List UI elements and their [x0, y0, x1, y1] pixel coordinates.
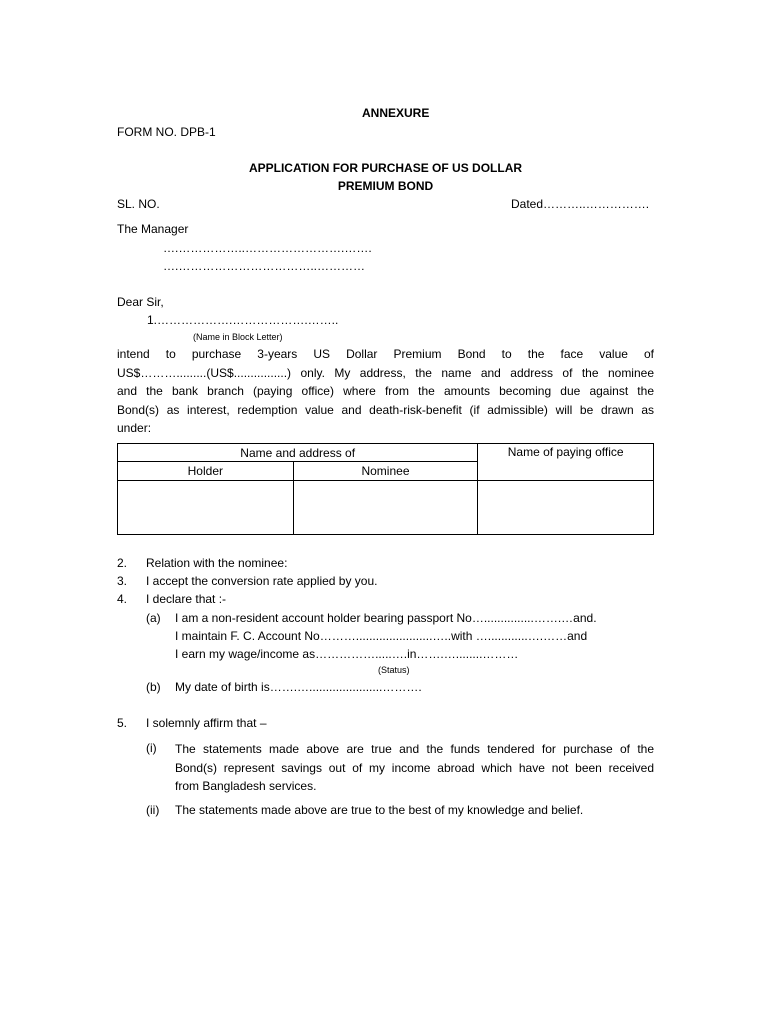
name-address-header: Name and address of [118, 444, 478, 462]
affirmation-i [175, 740, 654, 796]
sub-item-label: (b) [146, 680, 161, 694]
paragraph-line: under: [117, 421, 152, 436]
holder-header: Holder [118, 462, 294, 481]
addressee: The Manager [117, 222, 189, 236]
income-declaration[interactable]: I earn my wage/income as…………….....….in…….…........……… [175, 647, 519, 661]
address-line-2[interactable]: ….……………………………..………… [163, 259, 366, 273]
form-title-line2: PREMIUM BOND [337, 179, 434, 193]
serial-number-label: SL. NO. [117, 197, 160, 211]
paragraph-line: intend to purchase 3-years US Dollar Premium Bond to the face value of [117, 347, 654, 361]
annexure-heading: ANNEXURE [362, 106, 430, 120]
affirmation-heading: I solemnly affirm that – [146, 716, 267, 730]
holder-cell[interactable] [118, 481, 294, 535]
form-title-line1: APPLICATION FOR PURCHASE OF US DOLLAR [248, 161, 523, 175]
nominee-header: Nominee [293, 462, 478, 481]
sub-item-label: (a) [146, 611, 161, 625]
form-number: FORM NO. DPB-1 [117, 125, 216, 139]
status-hint: (Status) [378, 665, 410, 675]
item-number: 2. [117, 556, 128, 570]
paying-office-header: Name of paying office [478, 444, 654, 481]
declaration-heading: I declare that :- [146, 592, 227, 606]
intent-paragraph [117, 345, 654, 438]
paragraph-line: US$……….........(US$................) only. My address, the name and address of the nominee [117, 365, 654, 380]
address-line-1[interactable]: ….……………..…………………….……. [163, 241, 372, 255]
date-of-birth-field[interactable]: My date of birth is…….…......................………. [175, 680, 422, 694]
affirmation-line: The statements made above are true and the funds tendered for purchase of the [175, 742, 654, 756]
sub-item-label: (i) [146, 741, 157, 755]
relation-with-nominee: Relation with the nominee: [146, 556, 288, 570]
name-hint: (Name in Block Letter) [193, 332, 283, 342]
applicant-name-field[interactable]: 1.……………….……………….…….. [147, 313, 339, 327]
paying-office-cell[interactable] [478, 481, 654, 535]
affirmation-ii: The statements made above are true to the best of my knowledge and belief. [175, 803, 584, 817]
item-number: 5. [117, 716, 128, 730]
conversion-rate-acceptance: I accept the conversion rate applied by you. [146, 574, 378, 588]
dated-field[interactable]: Dated………..……………. [511, 197, 650, 211]
sub-item-label: (ii) [146, 803, 160, 817]
passport-declaration[interactable]: I am a non-resident account holder bearing passport No…...............…….…and. [175, 611, 597, 625]
paragraph-line: and the bank branch (paying office) where from the amounts becoming due against the [117, 384, 654, 399]
nominee-table [117, 443, 654, 535]
item-number: 3. [117, 574, 128, 588]
item-number: 4. [117, 592, 128, 606]
nominee-cell[interactable] [293, 481, 478, 535]
affirmation-line: Bond(s) represent savings out of my income abroad which have not been received [175, 760, 654, 775]
salutation: Dear Sir, [117, 295, 164, 309]
paragraph-line: Bond(s) as interest, redemption value and death-risk-benefit (if admissible) will be drawn as [117, 402, 654, 417]
affirmation-line: from Bangladesh services. [175, 779, 317, 794]
fc-account-declaration[interactable]: I maintain F. C. Account No……….......................…..with …............….……and [175, 629, 588, 643]
